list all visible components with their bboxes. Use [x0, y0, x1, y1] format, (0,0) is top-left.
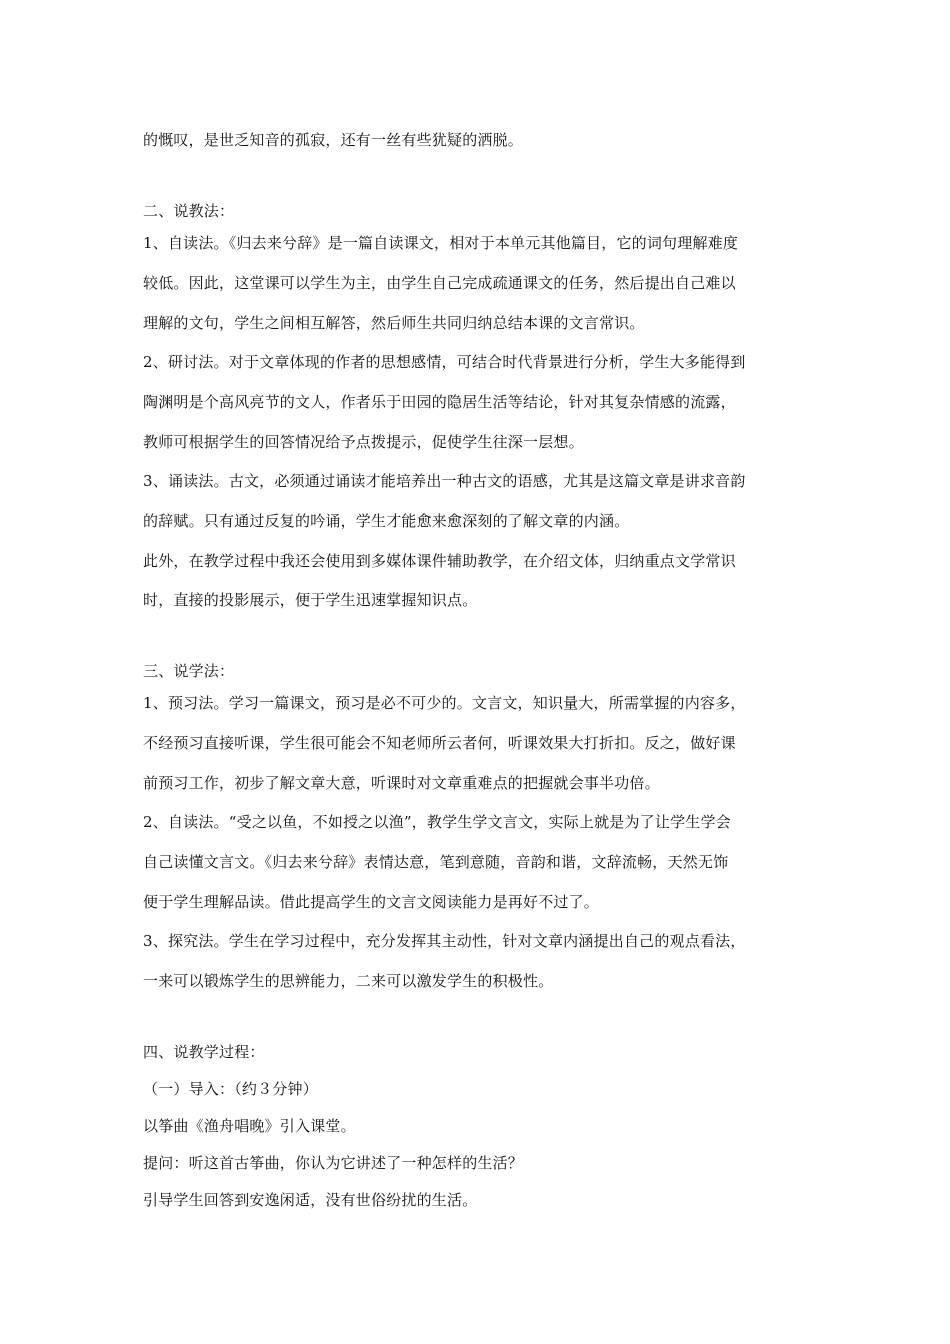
paragraph-line: 自己读懂文言文。《归去来兮辞》表情达意，笔到意随，音韵和谐，文辞流畅，天然无饰: [143, 853, 729, 871]
paragraph-line: 的慨叹，是世乏知音的孤寂，还有一丝有些犹疑的洒脱。: [143, 131, 524, 149]
section-heading: 二、说教法：: [143, 202, 235, 220]
paragraph-line: 2、研讨法。对于文章体现的作者的思想感情，可结合时代背景进行分析，学生大多能得到: [143, 353, 746, 371]
paragraph-line: 便于学生理解品读。借此提高学生的文言文阅读能力是再好不过了。: [143, 893, 600, 911]
paragraph-line: 3、探究法。学生在学习过程中，充分发挥其主动性，针对文章内涵提出自己的观点看法，: [143, 932, 746, 950]
paragraph-line: 的辞赋。只有通过反复的吟诵，学生才能愈来愈深刻的了解文章的内涵。: [143, 512, 630, 530]
paragraph-line: 前预习工作，初步了解文章大意，听课时对文章重难点的把握就会事半功倍。: [143, 774, 660, 792]
paragraph-line: 1、预习法。学习一篇课文，预习是必不可少的。文言文，知识量大，所需掌握的内容多，: [143, 694, 746, 712]
paragraph-line: 时，直接的投影展示，便于学生迅速掌握知识点。: [143, 591, 478, 609]
subsection-heading: （一）导入：（约３分钟）: [143, 1080, 318, 1098]
paragraph-line: 以筝曲《渔舟唱晚》引入课堂。: [143, 1117, 356, 1135]
paragraph-line: 不经预习直接听课，学生很可能会不知老师所云者何，听课效果大打折扣。反之，做好课: [143, 734, 736, 752]
section-heading: 四、说教学过程：: [143, 1043, 265, 1061]
paragraph-line: 理解的文句，学生之间相互解答，然后师生共同归纳总结本课的文言常识。: [143, 314, 645, 332]
paragraph-line: 一来可以锻炼学生的思辨能力，二来可以激发学生的积极性。: [143, 972, 554, 990]
paragraph-line: 3、诵读法。古文，必须通过诵读才能培养出一种古文的语感，尤其是这篇文章是讲求音韵: [143, 472, 746, 490]
paragraph-line: 陶渊明是个高风亮节的文人，作者乐于田园的隐居生活等结论，针对其复杂情感的流露，: [143, 393, 736, 411]
paragraph-line: 提问：听这首古筝曲，你认为它讲述了一种怎样的生活？: [143, 1154, 524, 1172]
paragraph-line: 此外，在教学过程中我还会使用到多媒体课件辅助教学，在介绍文体，归纳重点文学常识: [143, 552, 736, 570]
section-heading: 三、说学法：: [143, 662, 235, 680]
paragraph-line: 教师可根据学生的回答情况给予点拨提示，促使学生往深一层想。: [143, 433, 584, 451]
paragraph-line: 引导学生回答到安逸闲适，没有世俗纷扰的生活。: [143, 1191, 478, 1209]
paragraph-line: 较低。因此，这堂课可以学生为主，由学生自己完成疏通课文的任务，然后提出自己难以: [143, 274, 736, 292]
paragraph-line: 1、自读法。《归去来兮辞》是一篇自读课文，相对于本单元其他篇目，它的词句理解难度: [143, 234, 739, 252]
paragraph-line: 2、自读法。“受之以鱼，不如授之以渔”，教学生学文言文，实际上就是为了让学生学会: [143, 813, 731, 831]
